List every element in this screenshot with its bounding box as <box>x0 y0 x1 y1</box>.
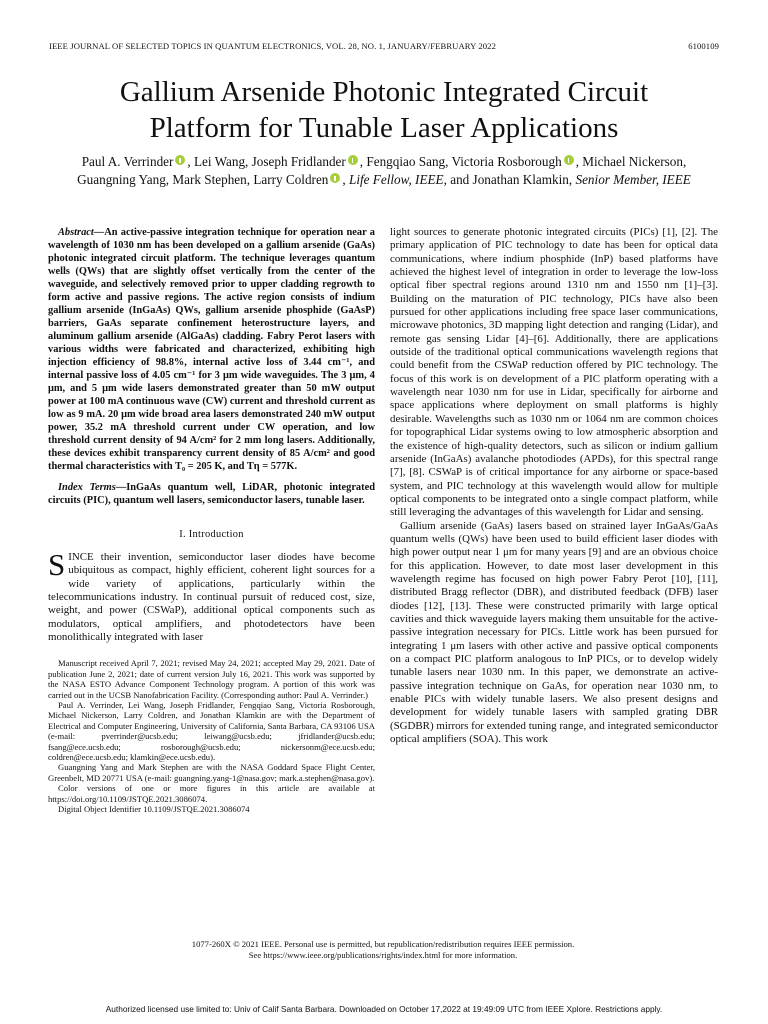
index-terms-text: —InGaAs quantum well, LiDAR, photonic integrated circuits (PIC), quantum well lasers, semiconductor lasers, tunable laser. <box>48 482 375 506</box>
journal-name: IEEE JOURNAL OF SELECTED TOPICS IN QUANTUM ELECTRONICS, VOL. 28, NO. 1, JANUARY/FEBRUARY 2022 <box>49 41 496 51</box>
author-klamkin: , and Jonathan Klamkin <box>443 172 569 187</box>
footnote-doi: Digital Object Identifier 10.1109/JSTQE.2021.3086074 <box>58 804 250 815</box>
orcid-icon[interactable] <box>330 173 340 183</box>
fellow-title: Life Fellow, IEEE <box>349 172 444 187</box>
footnotes <box>48 658 375 814</box>
body-paragraph-1: light sources to generate photonic integrated circuits (PICs) [1], [2]. The primary application of PIC technology to date has been for optical data communications, where indium phosphide (InP) based platforms have achieved the highest level of integration in order to leverage the low-loss optical fiber spectral regions around 1310 nm and 1550 nm [1]–[3]. Building on the maturation of PIC technology, PICs have also been pursued for other applications including free space laser communications, microwave photonics, 3D mapping light detection and ranging (Lidar), and remote gas sensing Lidar [4]–[6]. Additionally, there are applications outside of the traditional optical communications wavelength regions that could benefit from the CSWaP reduction offered by PIC technology. The focus of this work is on development of a PIC platform operating with a wavelength near 1030 nm for use in Lidar, specifically for airborne and space applications where deployment on small platforms is highly desirable. Wavelengths such as 1030 nm or 1064 nm are common choices for topographical Lidar systems owing to low atmospheric absorption and the existence of high-quality detectors, such as silicon or indium gallium arsenide (InGaAs) avalanche photodiodes (APDs), for this spectral range [7], [8]. CSWaP is of critical importance for any airborne or space-based system, and PIC technology at this wavelength would allow for multiple optical components to be integrated onto a single compact platform, while still leveraging the advantages of this wavelength for Lidar and sensing. <box>390 226 718 519</box>
footnote-affiliation-nasa: Guangning Yang and Mark Stephen are with the NASA Goddard Space Flight Center, Greenbelt, MD 20771 USA (e-mail: guangning.yang-1@nasa.gov; mark.a.stephen@nasa.gov). <box>48 762 375 783</box>
introduction-paragraph <box>48 547 375 644</box>
index-terms <box>48 481 375 507</box>
intro-text: their invention, semiconductor laser diodes have become ubiquitous as compact, highly efficient, coherent light sources for a wide variety of applications, particularly within the telecommunications industry. In continual pursuit of reduced cost, size, weight, and power (CSWaP), additional optical components such as modulators, optical amplifiers, and photodetectors have been monolithically integrated with laser <box>48 551 375 644</box>
index-terms-label: Index Terms <box>58 482 116 493</box>
left-column <box>48 226 375 815</box>
orcid-icon[interactable] <box>175 155 185 165</box>
author-verrinder: Paul A. Verrinder <box>81 154 174 169</box>
orcid-icon[interactable] <box>348 155 358 165</box>
senior-member-title: Senior Member, IEEE <box>575 172 691 187</box>
section-heading-introduction: I. Introduction <box>179 529 244 540</box>
copyright-line-1: 1077-260X © 2021 IEEE. Personal use is permitted, but republication/redistribution requires IEEE permission. <box>191 939 575 949</box>
author-list <box>40 153 728 189</box>
author-group-1: , Lei Wang, Joseph Fridlander <box>187 154 346 169</box>
abstract-label: Abstract <box>58 227 94 238</box>
license-notice: Authorized licensed use limited to: Univ of Calif Santa Barbara. Downloaded on October 17,2022 at 19:49:09 UTC from IEEE Xplore. Restrictions apply. <box>105 1004 663 1014</box>
author-nickerson: , Michael Nickerson, <box>575 154 687 169</box>
running-head <box>49 41 719 51</box>
right-column <box>390 226 718 746</box>
footnote-affiliation-ucsb: Paul A. Verrinder, Lei Wang, Joseph Fridlander, Fengqiao Sang, Victoria Rosborough, Michael Nickerson, Larry Coldren, and Jonathan Klamkin are with the Department of Electrical and Computer Engineering, University of California, Santa Barbara, CA 93106 USA (e-mail: pverrinder@ucsb.edu; leiwang@ucsb.edu; jfridlander@ucsb.edu; fsang@ece.ucsb.edu; rosborough@ucsb.edu; nickersonm@ece.ucsb.edu; coldren@ece.ucsb.edu; klamkin@ece.ucsb.edu). <box>48 700 375 763</box>
author-group-2: , Fengqiao Sang, Victoria Rosborough <box>359 154 562 169</box>
author-separator: , <box>568 172 576 187</box>
abstract <box>48 226 375 473</box>
paper-title <box>40 74 728 146</box>
copyright-notice <box>48 939 718 960</box>
intro-lead-word: INCE <box>68 551 94 563</box>
abstract-text: —An active-passive integration technique for operation near a wavelength of 1030 nm has been developed on a gallium arsenide (GaAs) photonic integrated circuit platform. The technique leverages quantum wells (QWs) that are slightly offset vertically from the center of the waveguide, and selectively removed prior to upper cladding regrowth to form active and passive regions. The active region consists of indium gallium arsenide (InGaAs) QWs, gallium arsenide phosphide (GaAsP) barriers, GaAs separate confinement heterostructure layers, and aluminum gallium arsenide (AlGaAs) cladding. Fabry Perot lasers with various widths were fabricated and characterized, exhibiting high injection efficiency of 98.8%, internal active loss of 3.44 cm⁻¹, and internal passive loss of 4.05 cm⁻¹ for 3 μm wide waveguides. The 3 μm, 4 μm, and 5 μm wide lasers demonstrated greater than 50 mW output power at 100 mA continuous wave (CW) current and threshold current as low as 9 mA. 20 μm wide broad area lasers demonstrated 240 mW output power, 35.2 mA threshold current under CW operation, and low threshold current density of 94 A/cm² for 2 mm long lasers. Additionally, these devices exhibit transparency current density of 85 A/cm² and good thermal characteristics with T₀ = 205 K, and Tη = 577K. <box>48 227 375 472</box>
author-separator: , <box>342 172 349 187</box>
title-line-1: Gallium Arsenide Photonic Integrated Circuit <box>119 76 649 108</box>
drop-cap: S <box>48 547 66 582</box>
copyright-line-2[interactable]: See https://www.ieee.org/publications/rights/index.html for more information. <box>248 949 518 960</box>
footnote-color-versions[interactable]: Color versions of one or more figures in this article are available at https://doi.org/10.1109/JSTQE.2021.3086074. <box>48 783 375 804</box>
title-line-2: Platform for Tunable Laser Applications <box>149 112 619 144</box>
author-group-3: Guangning Yang, Mark Stephen, Larry Coldren <box>77 172 329 187</box>
footnote-manuscript: Manuscript received April 7, 2021; revised May 24, 2021; accepted May 29, 2021. Date of publication June 2, 2021; date of current version July 16, 2021. This work was supported by the NASA ESTO Advance Component Technology program. A portion of this work was carried out in the UCSB Nanofabrication Facility. (Corresponding author: Paul A. Verrinder.) <box>48 658 375 700</box>
page-number: 6100109 <box>688 41 719 51</box>
body-paragraph-2: Gallium arsenide (GaAs) lasers based on strained layer InGaAs/GaAs quantum wells (QWs) have been used to build efficient laser diodes with high power output near 1 μm for many years [9] and are an obvious choice for this application. However, to date most laser development in this wavelength regime has focused on high power Fabry Perot [10], [11], distributed Bragg reflector (DBR), and distributed feedback (DFB) laser diodes [12], [13]. These were constructed primarily with large optical cavities and thick waveguide layers making them unsuitable for the active-passive integration necessary for PICs. Little work has been pursued for integrating 1 μm lasers with other active and passive optical components on a compact PIC platform analogous to InP PICs, or to develop widely tunable lasers near 1030 nm. In this paper, we demonstrate an active-passive integration technique on GaAs, for operation near 1030 nm, to enable PICs with widely tunable lasers. We also present designs and development for widely tunable lasers with sampled grating DBR (SGDBR) mirrors for extended tuning range, and integrated semiconductor optical amplifiers (SOA). This work <box>390 519 718 746</box>
orcid-icon[interactable] <box>564 155 574 165</box>
